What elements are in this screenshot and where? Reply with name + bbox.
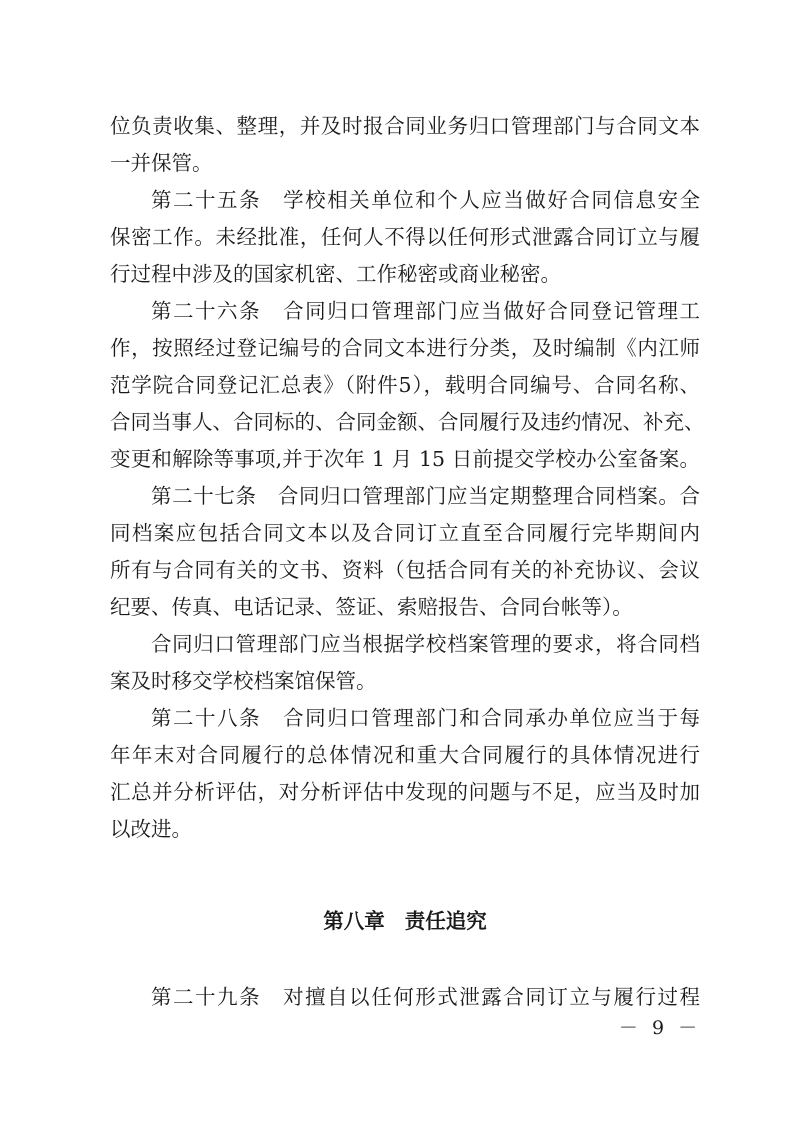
text-line: 所有与合同有关的文书、资料（包括合同有关的补充协议、会议 xyxy=(110,558,700,582)
text-line: 范学院合同登记汇总表》（附件5），载明合同编号、合同名称、 xyxy=(110,373,700,397)
chapter-number: 第八章 xyxy=(323,909,385,933)
text-line: 纪要、传真、电话记录、签证、索赔报告、合同台帐等）。 xyxy=(110,595,633,619)
text-line: 变更和解除等事项,并于次年 1 月 15 日前提交学校办公室备案。 xyxy=(110,447,700,471)
text-line: 以改进。 xyxy=(110,817,192,841)
article-25-start: 第二十五条 学校相关单位和个人应当做好合同信息安全 xyxy=(151,188,700,212)
article-28-start: 第二十八条 合同归口管理部门和合同承办单位应当于每 xyxy=(151,706,700,730)
article-29-start: 第二十九条 对擅自以任何形式泄露合同订立与履行过程 xyxy=(151,985,700,1009)
page-number: － 9 － xyxy=(618,1017,702,1039)
text-line: 年年末对合同履行的总体情况和重大合同履行的具体情况进行 xyxy=(110,743,700,767)
text-line: 一并保管。 xyxy=(110,151,213,175)
text-line: 同档案应包括合同文本以及合同订立直至合同履行完毕期间内 xyxy=(110,521,700,545)
chapter-title: 责任追究 xyxy=(404,909,487,933)
text-line: 案及时移交学校档案馆保管。 xyxy=(110,669,377,693)
section-spacer xyxy=(110,940,700,979)
text-line: 汇总并分析评估，对分析评估中发现的问题与不足，应当及时加 xyxy=(110,780,700,804)
text-line: 行过程中涉及的国家机密、工作秘密或商业秘密。 xyxy=(110,262,561,286)
chapter-heading xyxy=(110,903,700,940)
text-line: 保密工作。未经批准，任何人不得以任何形式泄露合同订立与履 xyxy=(110,225,700,249)
article-26-start: 第二十六条 合同归口管理部门应当做好合同登记管理工 xyxy=(151,299,700,323)
text-line: 合同当事人、合同标的、合同金额、合同履行及违约情况、补充、 xyxy=(110,410,705,434)
text-line: 位负责收集、整理，并及时报合同业务归口管理部门与合同文本 xyxy=(110,114,700,138)
document-body xyxy=(110,108,705,1016)
paragraph-start: 合同归口管理部门应当根据学校档案管理的要求，将合同档 xyxy=(151,632,700,656)
text-line: 作，按照经过登记编号的合同文本进行分类，及时编制《内江师 xyxy=(110,336,700,360)
article-27-start: 第二十七条 合同归口管理部门应当定期整理合同档案。合 xyxy=(151,484,700,508)
section-spacer xyxy=(110,848,700,903)
